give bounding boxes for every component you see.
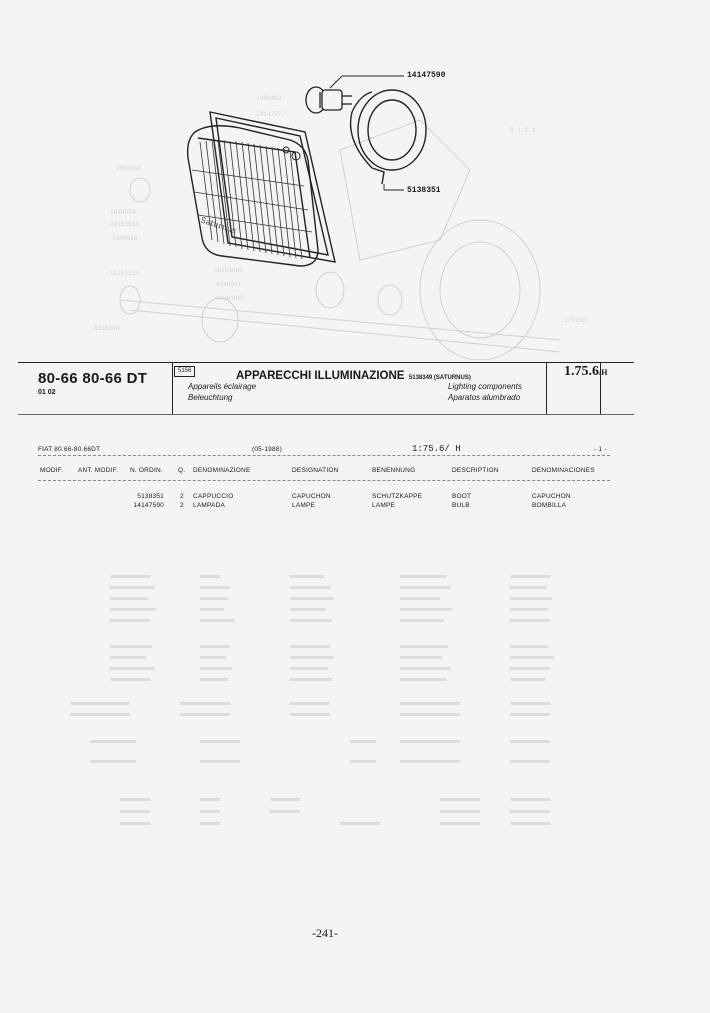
title-spanish: Aparatos alumbrado bbox=[448, 393, 521, 402]
header-bottom-rule bbox=[18, 414, 634, 415]
col-italian: DENOMINAZIONE bbox=[193, 467, 251, 474]
col-english: DESCRIPTION bbox=[452, 467, 499, 474]
parts-diagram bbox=[0, 0, 710, 360]
group-code: 5156 bbox=[174, 366, 195, 377]
callout-boot-part: 5138351 bbox=[407, 186, 441, 195]
row-2-part: 14147590 bbox=[133, 502, 164, 509]
callout-bulb-part: 14147590 bbox=[407, 71, 446, 80]
svg-text:5 1 1 1: 5 1 1 1 bbox=[510, 127, 536, 134]
col-ant-modif: ANT. MODIF. bbox=[78, 467, 119, 474]
svg-text:1018524: 1018524 bbox=[110, 209, 136, 216]
col-order-number: N. ORDIN. bbox=[130, 467, 163, 474]
svg-text:10181003: 10181003 bbox=[216, 295, 245, 302]
row-2-german: LAMPE bbox=[372, 502, 396, 509]
group-title bbox=[236, 366, 471, 384]
svg-text:11181115: 11181115 bbox=[110, 270, 139, 277]
section-reference-main: 1.75.6 bbox=[564, 364, 599, 379]
title-french: Appareils éclairage bbox=[188, 382, 257, 391]
row-1-german: SCHUTZKAPPE bbox=[372, 493, 423, 500]
svg-text:6510040: 6510040 bbox=[94, 325, 120, 332]
section-reference-suffix: /H bbox=[599, 368, 608, 377]
row-2-french: LAMPE bbox=[292, 502, 316, 509]
row-1-qty: 2 bbox=[180, 493, 184, 500]
model-submodels: 01 02 bbox=[38, 389, 56, 396]
section-reference bbox=[564, 364, 607, 380]
svg-text:10141001: 10141001 bbox=[214, 267, 243, 274]
row-1-spanish: CAPUCHON bbox=[532, 493, 571, 500]
row-1-italian: CAPPUCCIO bbox=[193, 493, 234, 500]
svg-text:1909403: 1909403 bbox=[256, 95, 282, 102]
row-2-spanish: BOMBILLA bbox=[532, 502, 567, 509]
header-divider-1 bbox=[172, 362, 173, 414]
listing-rule-top bbox=[38, 455, 610, 456]
model-title: 80-66 80-66 DT bbox=[38, 370, 148, 387]
col-spanish: DENOMINACIONES bbox=[532, 467, 595, 474]
col-german: BENENNUNG bbox=[372, 467, 416, 474]
page-number: -241- bbox=[312, 926, 338, 940]
row-2-italian: LAMPADA bbox=[193, 502, 225, 509]
svg-text:1751507: 1751507 bbox=[564, 317, 590, 324]
header-divider-2 bbox=[546, 362, 547, 414]
listing-reference: 1:75.6/ H bbox=[412, 444, 461, 454]
svg-text:1000018: 1000018 bbox=[112, 235, 138, 242]
listing-rule-bottom bbox=[38, 480, 610, 481]
title-german: Beleuchtung bbox=[188, 393, 233, 402]
svg-text:4140011: 4140011 bbox=[216, 281, 242, 288]
row-2-qty: 2 bbox=[180, 502, 184, 509]
row-1-part: 5138351 bbox=[137, 493, 164, 500]
svg-text:0050018: 0050018 bbox=[116, 165, 142, 172]
title-italian: APPARECCHI ILLUMINAZIONE bbox=[236, 370, 405, 382]
col-quantity: Q. bbox=[178, 467, 186, 474]
row-2-english: BULB bbox=[452, 502, 470, 509]
listing-model: FIAT 80.66-80.66DT bbox=[38, 446, 101, 453]
row-1-english: BOOT bbox=[452, 493, 472, 500]
row-1-french: CAPUCHON bbox=[292, 493, 331, 500]
svg-text:10181534: 10181534 bbox=[110, 221, 139, 228]
col-french: DESIGNATION bbox=[292, 467, 339, 474]
svg-text:14147577: 14147577 bbox=[256, 111, 285, 118]
listing-date: (05-1988) bbox=[252, 446, 282, 453]
svg-text:Saturnus: Saturnus bbox=[199, 215, 238, 236]
header-top-rule bbox=[18, 362, 634, 363]
title-reference: 5138349 (SATURNUS) bbox=[408, 375, 471, 381]
listing-page: - 1 - bbox=[594, 446, 607, 453]
title-english: Lighting components bbox=[448, 382, 522, 391]
bleed-through-texture bbox=[0, 520, 710, 850]
col-modif: MODIF. bbox=[40, 467, 64, 474]
